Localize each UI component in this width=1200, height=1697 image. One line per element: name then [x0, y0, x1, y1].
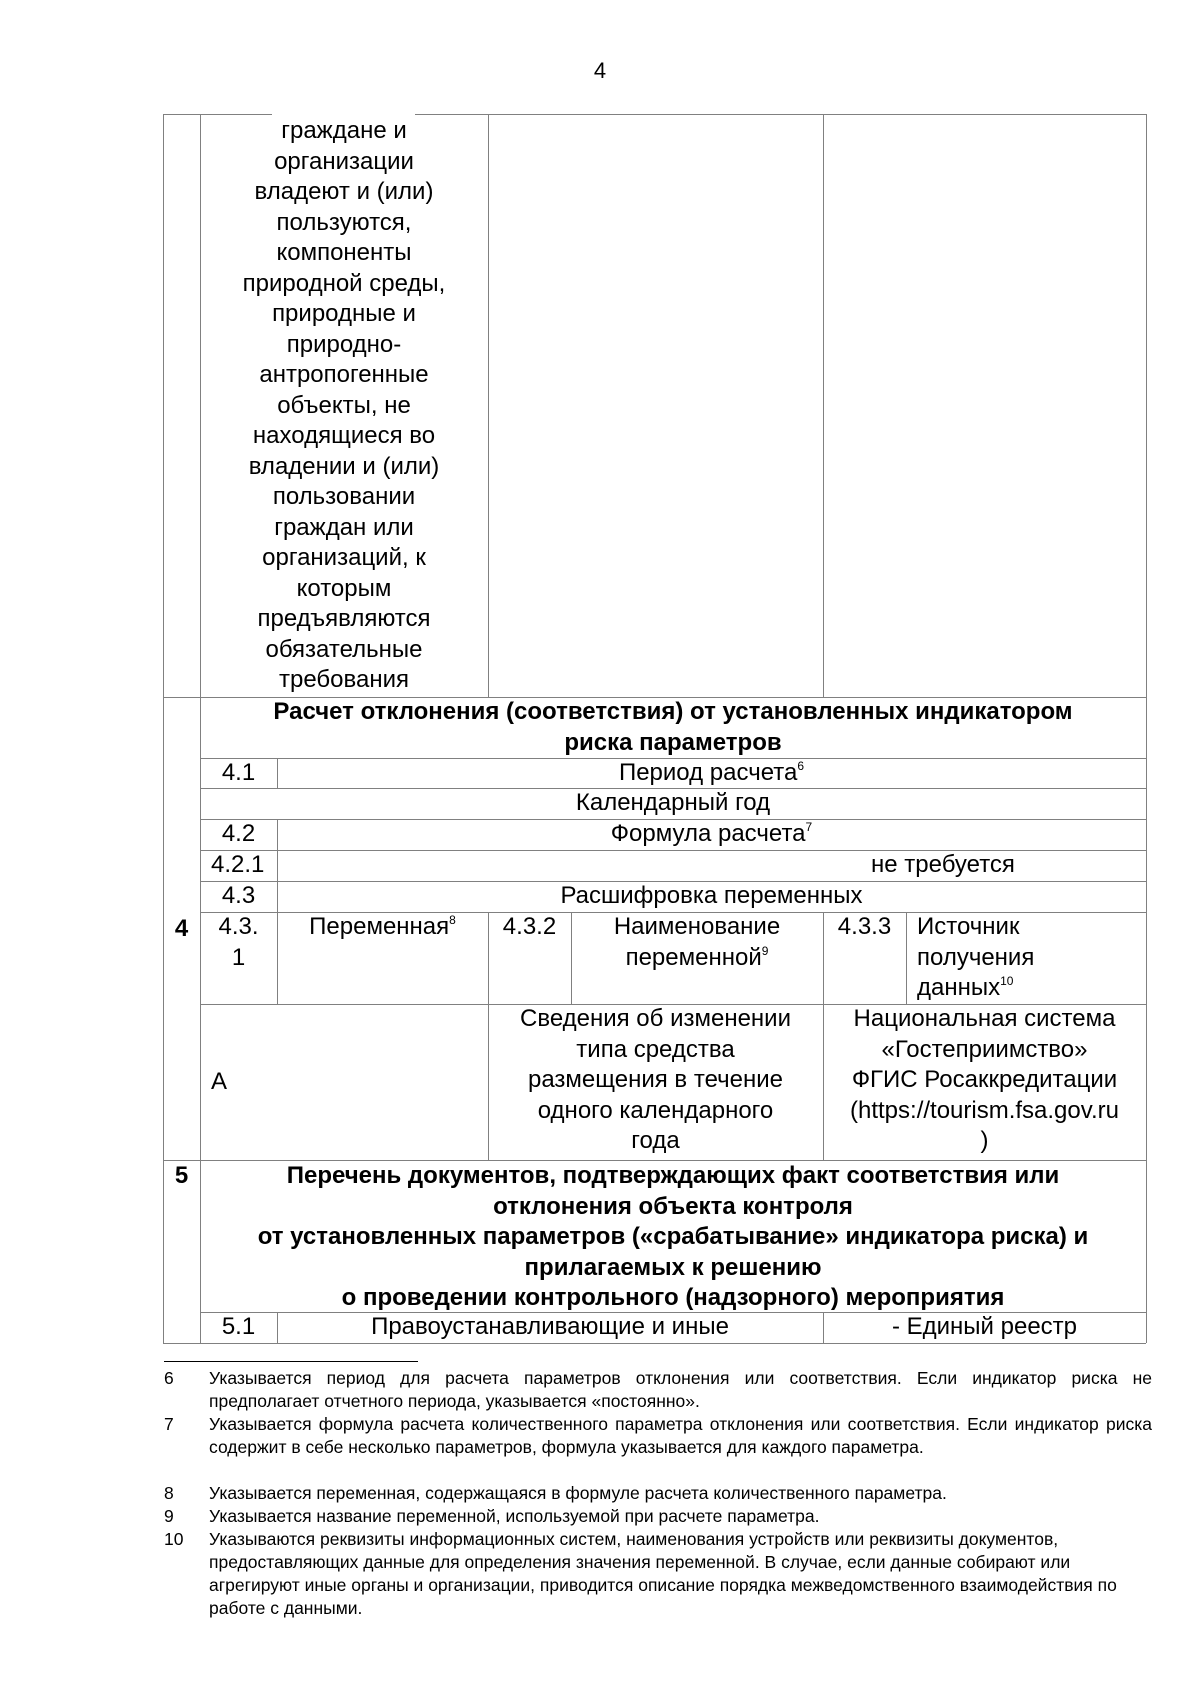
title-line: Расчет отклонения (соответствия) от установленных индикатором: [273, 698, 1073, 725]
row-4-3-2-number: 4.3.2: [502, 913, 557, 940]
row-4-3-3-number: 4.3.3: [837, 913, 892, 940]
title-line: о проведении контрольного (надзорного) мероприятия: [341, 1284, 1005, 1311]
section-5-title: [200, 1161, 1146, 1314]
header-line: Источник: [917, 913, 1020, 940]
variables-breakdown-label: Расшифровка переменных: [560, 882, 863, 909]
calc-period-value: Календарный год: [575, 789, 771, 816]
variable-description: [488, 1004, 823, 1157]
footnote-ref-9: 9: [761, 943, 769, 958]
footnote-number: 8: [164, 1483, 174, 1503]
section-4-title: [200, 697, 1146, 758]
text-line: компоненты: [276, 239, 412, 266]
text-line: граждан или: [274, 513, 414, 541]
row-4-1-number: 4.1: [221, 759, 256, 786]
footnote-9: [164, 1505, 1152, 1528]
row-4-2-1-number: 4.2.1: [211, 851, 265, 878]
page-number: 4: [593, 58, 607, 83]
text-line: граждане и: [281, 117, 407, 144]
text-line: владении и (или): [248, 452, 440, 480]
header-line: данных: [917, 974, 1001, 1001]
text-line: (https://tourism.fsa.gov.ru: [850, 1096, 1119, 1124]
text-line: ): [980, 1127, 989, 1154]
text-line: предъявляются: [257, 605, 431, 632]
text-line: одного календарного: [537, 1096, 774, 1124]
footnote-text: Указывается формула расчета количественного параметра отклонения или соответствия. Если индикатор риска содержит в себе несколько параметров, формула указывается для каждого параметра.: [209, 1414, 1152, 1457]
footnote-number: 9: [164, 1506, 174, 1526]
data-source-header: [917, 912, 1146, 1004]
calc-period-label: [277, 758, 1146, 789]
text-line: Национальная система: [853, 1005, 1116, 1032]
row-5-1-label: Правоустанавливающие и иные: [371, 1313, 729, 1340]
footnote-number: 10: [164, 1529, 184, 1549]
header-line: переменной: [625, 943, 762, 971]
risk-object-description: [200, 116, 488, 696]
calc-formula-label: [277, 819, 1146, 850]
row-5-1-number: 5.1: [221, 1313, 256, 1340]
footnote-text: Указываются реквизиты информационных систем, наименования устройств или реквизиты документов, предоставляющих данные для определения значения переменной. В случае, если данные собирают или агрегируют иные органы и организации, приводится описание порядка межведомственного взаимодействия по работе с данными.: [209, 1529, 1117, 1618]
text-line: требования: [279, 666, 409, 693]
number-line: 4.3.: [218, 913, 259, 940]
row-4-3-1-number: [200, 912, 277, 973]
footnote-number: 7: [164, 1414, 174, 1434]
calc-period-text: Период расчета: [618, 759, 798, 786]
footnote-text: Указывается период для расчета параметров отклонения или соответствия. Если индикатор риска не предполагает отчетного периода, указывается «постоянно».: [209, 1368, 1152, 1411]
text-line: Сведения об изменении: [520, 1005, 791, 1032]
footnote-text: Указывается переменная, содержащаяся в формуле расчета количественного параметра.: [209, 1483, 947, 1503]
footnote-text: Указывается название переменной, используемой при расчете параметра.: [209, 1506, 820, 1526]
footnote-6: [164, 1367, 1152, 1413]
title-line: от установленных параметров («срабатывание» индикатора риска) и: [257, 1223, 1089, 1250]
data-source-value: [823, 1004, 1146, 1157]
text-line: пользовании: [272, 483, 416, 510]
title-line: риска параметров: [564, 728, 782, 756]
header-line: получения: [917, 943, 1035, 971]
text-line: ФГИС Росаккредитации: [851, 1066, 1118, 1093]
text-line: природные и: [272, 300, 416, 327]
footnote-ref-6: 6: [797, 759, 805, 773]
footnote-7: [164, 1413, 1152, 1482]
text-line: обязательные: [265, 635, 423, 663]
section-5-number: 5: [174, 1162, 189, 1189]
header-line: Наименование: [613, 913, 781, 940]
text-line: природно-: [286, 330, 402, 358]
footnote-8: [164, 1482, 1152, 1505]
number-line: 1: [231, 943, 246, 971]
text-line: находящиеся во: [252, 422, 436, 449]
row-4-3-number: 4.3: [221, 882, 256, 909]
text-line: «Гостеприимство»: [881, 1035, 1088, 1063]
title-line: Перечень документов, подтверждающих факт соответствия или: [286, 1162, 1060, 1189]
text-line: организации: [274, 147, 414, 175]
footnote-10: [164, 1528, 1152, 1620]
variable-header: [277, 912, 488, 943]
footnote-number: 6: [164, 1368, 174, 1388]
text-line: типа средства: [576, 1035, 735, 1063]
footnote-ref-8: 8: [449, 913, 456, 927]
title-line: отклонения объекта контроля: [493, 1192, 853, 1220]
footnote-ref-7: 7: [805, 820, 813, 834]
text-line: владеют и (или): [254, 178, 434, 205]
variable-header-text: Переменная: [309, 913, 450, 940]
text-line: объекты, не: [277, 391, 411, 419]
text-line: антропогенные: [259, 361, 429, 388]
text-line: природной среды,: [242, 269, 446, 297]
variable-value: А: [211, 1068, 228, 1095]
title-line: прилагаемых к решению: [524, 1253, 822, 1281]
row-5-1-source: - Единый реестр: [891, 1313, 1078, 1340]
section-4-number: 4: [174, 915, 189, 942]
variable-name-header: [571, 912, 823, 973]
calc-formula-value: не требуется: [871, 851, 1015, 878]
text-line: организаций, к: [262, 544, 426, 571]
calc-formula-text: Формула расчета: [610, 820, 806, 847]
footnote-ref-10: 10: [1000, 974, 1014, 988]
text-line: которым: [296, 574, 392, 602]
text-line: размещения в течение: [528, 1066, 783, 1093]
footnote-separator: [164, 1361, 418, 1362]
text-line: года: [631, 1127, 680, 1154]
row-4-2-number: 4.2: [221, 820, 256, 847]
text-line: пользуются,: [276, 208, 412, 236]
